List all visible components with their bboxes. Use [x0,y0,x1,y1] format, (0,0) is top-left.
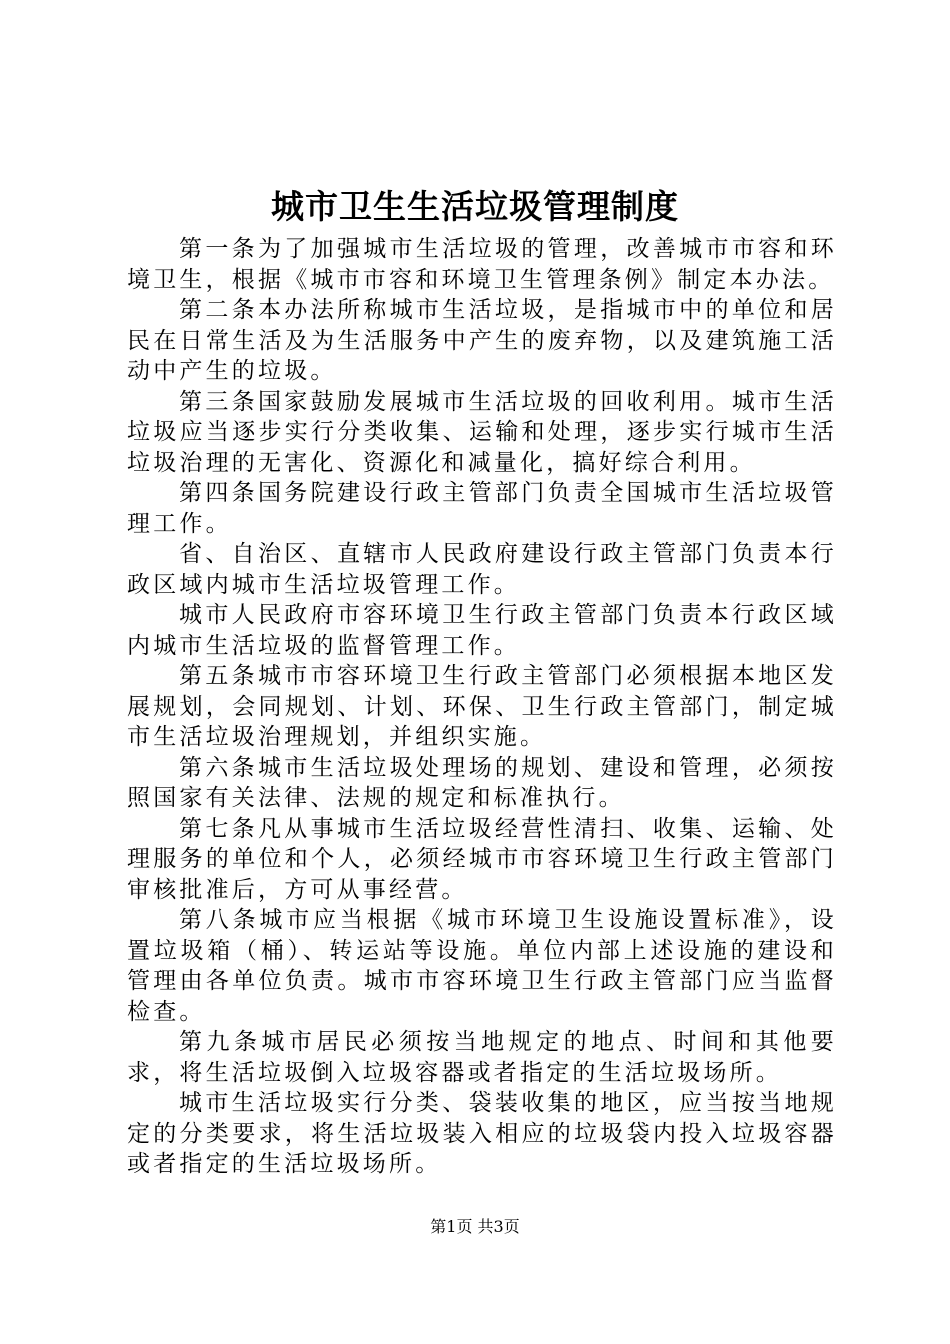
article-6-paragraph: 第六条城市生活垃圾处理场的规划、建设和管理，必须按照国家有关法律、法规的规定和标准执行。 [127,754,837,811]
article-1-paragraph: 第一条为了加强城市生活垃圾的管理，改善城市市容和环境卫生，根据《城市市容和环境卫生管理条例》制定本办法。 [127,236,837,293]
article-4-paragraph: 第四条国务院建设行政主管部门负责全国城市生活垃圾管理工作。 [127,480,837,537]
article-2-paragraph: 第二条本办法所称城市生活垃圾，是指城市中的单位和居民在日常生活及为生活服务中产生的废弃物，以及建筑施工活动中产生的垃圾。 [127,297,837,384]
page-number-footer: 第1页 共3页 [430,1217,520,1236]
article-4-provincial-paragraph: 省、自治区、直辖市人民政府建设行政主管部门负责本行政区域内城市生活垃圾管理工作。 [127,541,837,598]
document-title: 城市卫生生活垃圾管理制度 [271,187,679,226]
article-5-paragraph: 第五条城市市容环境卫生行政主管部门必须根据本地区发展规划，会同规划、计划、环保、卫生行政主管部门，制定城市生活垃圾治理规划，并组织实施。 [127,663,837,750]
document-body [127,234,837,1180]
article-9-sorting-paragraph: 城市生活垃圾实行分类、袋装收集的地区，应当按当地规定的分类要求，将生活垃圾装入相应的垃圾袋内投入垃圾容器或者指定的生活垃圾场所。 [127,1090,837,1177]
article-3-paragraph: 第三条国家鼓励发展城市生活垃圾的回收利用。城市生活垃圾应当逐步实行分类收集、运输和处理，逐步实行城市生活垃圾治理的无害化、资源化和减量化，搞好综合利用。 [127,388,837,476]
article-4-city-paragraph: 城市人民政府市容环境卫生行政主管部门负责本行政区域内城市生活垃圾的监督管理工作。 [127,602,837,659]
article-8-paragraph: 第八条城市应当根据《城市环境卫生设施设置标准》，设置垃圾箱（桶）、转运站等设施。单位内部上述设施的建设和管理由各单位负责。城市市容环境卫生行政主管部门应当监督检查。 [127,907,837,1025]
article-9-paragraph: 第九条城市居民必须按当地规定的地点、时间和其他要求，将生活垃圾倒入垃圾容器或者指定的生活垃圾场所。 [127,1029,837,1086]
article-7-paragraph: 第七条凡从事城市生活垃圾经营性清扫、收集、运输、处理服务的单位和个人，必须经城市市容环境卫生行政主管部门审核批准后，方可从事经营。 [127,815,837,903]
